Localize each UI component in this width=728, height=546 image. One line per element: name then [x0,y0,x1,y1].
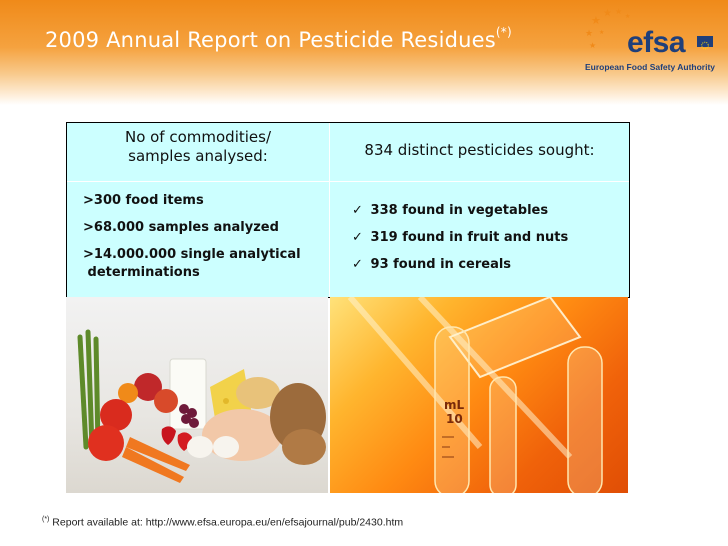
logo-wordmark: efsa [627,26,686,59]
commodities-list-cell [67,182,329,297]
list-item: ✓ 319 found in fruit and nuts [352,230,569,245]
svg-text:★: ★ [603,8,612,19]
test-tubes-photo [330,297,628,493]
summary-table [66,122,630,298]
list-item: determinations [83,265,200,280]
commodities-header-cell [67,123,329,181]
food-photo [66,297,328,493]
svg-text:★: ★ [625,13,631,20]
checkmark-icon: ✓ [352,230,363,245]
pesticides-header-cell [330,123,629,181]
list-item: ✓ 93 found in cereals [352,257,512,272]
title-footnote-mark: (*) [495,25,512,39]
footnote-mark: (*) [42,516,50,523]
list-item: >14.000.000 single analytical [83,247,301,262]
efsa-logo [585,4,720,74]
checkmark-icon: ✓ [352,257,363,272]
eu-flag-icon [697,36,713,47]
svg-text:★: ★ [585,29,594,39]
header-band [0,0,728,105]
list-item: >300 food items [83,193,204,208]
footnote [42,516,403,529]
list-item: >68.000 samples analyzed [83,220,279,235]
footnote-text: Report available at: http://www.efsa.europa.eu/en/efsajournal/pub/2430.htm [49,516,404,529]
pesticides-found-cell [330,182,629,297]
commodities-header: No of commodities/ samples analysed: [124,128,272,165]
list-item: ✓ 338 found in vegetables [352,203,549,218]
tube-label-ml: mL [444,398,465,412]
checkmark-icon: ✓ [352,203,363,218]
page-title: 2009 Annual Report on Pesticide Residues(*) [45,25,512,52]
pesticides-header: 834 distinct pesticides sought: [364,141,595,159]
svg-text:★: ★ [599,29,605,36]
logo-subtitle: European Food Safety Authority [585,62,716,72]
svg-text:★: ★ [615,7,623,16]
svg-text:★: ★ [591,14,601,27]
svg-text:★: ★ [589,41,597,50]
tube-label-10: 10 [446,412,463,426]
